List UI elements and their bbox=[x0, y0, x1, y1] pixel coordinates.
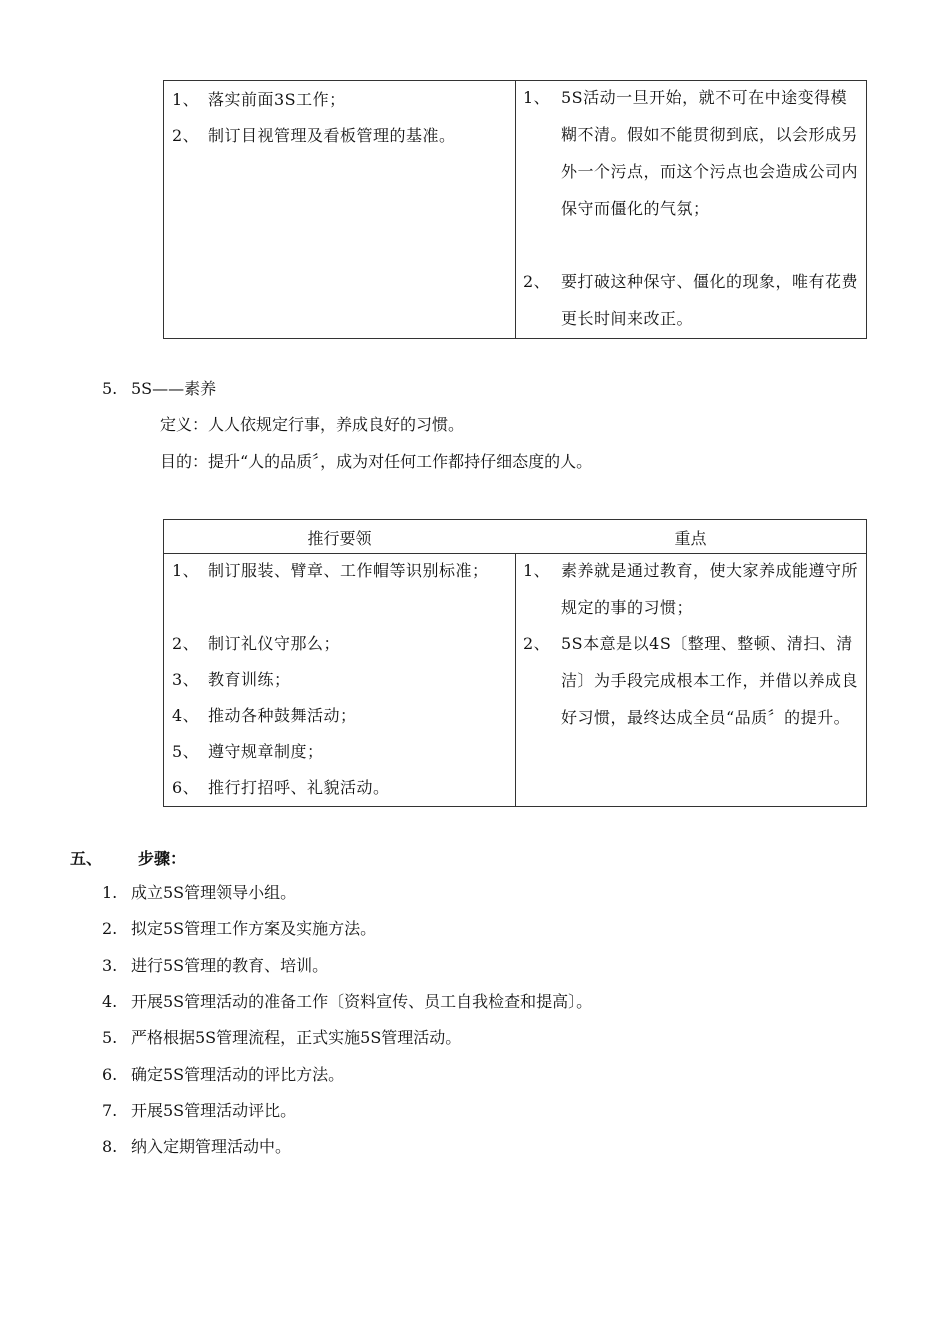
step-item: 2. 拟定5S管理工作方案及实施方法。 bbox=[102, 919, 377, 938]
step-item: 5. 严格根据5S管理流程，正式实施5S管理活动。 bbox=[102, 1028, 462, 1047]
table-header bbox=[164, 520, 866, 554]
list-item: 6、 推行打招呼、礼貌活动。 bbox=[172, 778, 390, 797]
list-item: 5、 遵守规章制度； bbox=[172, 742, 324, 761]
table-right-column bbox=[515, 554, 866, 806]
step-item: 8. 纳入定期管理活动中。 bbox=[102, 1137, 292, 1156]
list-item: 3、 教育训练； bbox=[172, 670, 291, 689]
table-right-column bbox=[515, 81, 866, 338]
steps-heading: 五、 步骤： bbox=[70, 849, 187, 868]
list-item: 1、 落实前面3S工作； bbox=[172, 90, 346, 109]
step-item: 4. 开展5S管理活动的准备工作〔资料宣传、员工自我检查和提高〕。 bbox=[102, 992, 593, 1011]
step-item: 1. 成立5S管理领导小组。 bbox=[102, 883, 297, 902]
table-left-column bbox=[164, 81, 516, 338]
step-item: 3. 进行5S管理的教育、培训。 bbox=[102, 956, 329, 975]
header-left: 推行要领 bbox=[307, 529, 372, 548]
list-item: 1、 5S活动一旦开始，就不可在中途变得模糊不清。假如不能贯彻到底，以会形成另外一个污点，而这个污点也会造成公司内保守而僵化的气氛； bbox=[523, 88, 859, 218]
list-item: 2、 制订目视管理及看板管理的基准。 bbox=[172, 126, 456, 145]
list-item: 2、 要打破这种保守、僵化的现象，唯有花费更长时间来改正。 bbox=[523, 272, 859, 328]
table-3s-continuation bbox=[163, 80, 867, 339]
definition-text: 定义：人人依规定行事，养成良好的习惯。 bbox=[160, 415, 465, 434]
step-item: 6. 确定5S管理活动的评比方法。 bbox=[102, 1065, 345, 1084]
step-item: 7. 开展5S管理活动评比。 bbox=[102, 1101, 297, 1120]
table-left-column bbox=[164, 554, 516, 806]
table-suyang bbox=[163, 519, 867, 807]
list-item: 2、 制订礼仪守那么； bbox=[172, 634, 341, 653]
list-item: 2、 5S本意是以4S〔整理、整顿、清扫、清洁〕为手段完成根本工作，并借以养成良好习惯，最终达成全员“品质〞的提升。 bbox=[523, 634, 859, 727]
list-item: 4、 推动各种鼓舞活动； bbox=[172, 706, 357, 725]
list-item: 1、 制订服装、臂章、工作帽等识别标准； bbox=[172, 561, 489, 580]
list-item: 1、 素养就是通过教育，使大家养成能遵守所规定的事的习惯； bbox=[523, 561, 859, 617]
section-heading: 5. 5S——素养 bbox=[102, 379, 217, 398]
purpose-text: 目的：提升“人的品质〞，成为对任何工作都持仔细态度的人。 bbox=[160, 452, 593, 471]
header-right: 重点 bbox=[674, 529, 707, 548]
